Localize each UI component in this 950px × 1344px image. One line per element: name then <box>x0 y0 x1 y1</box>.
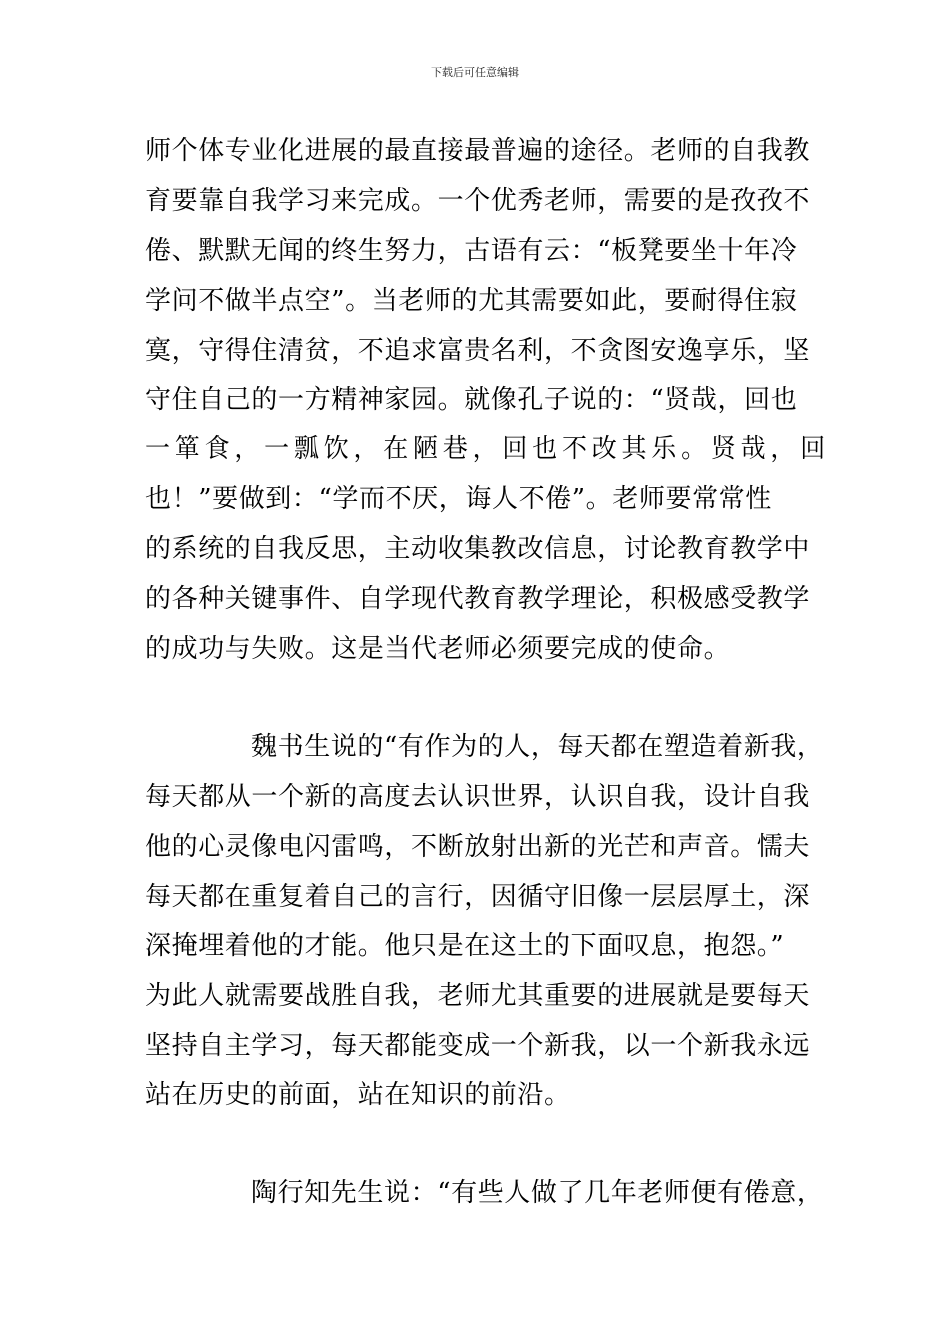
text-line: 每天都从一个新的高度去认识世界，认识自我，设计自我 <box>145 782 811 812</box>
text-line: 师个体专业化进展的最直接最普遍的途径。老师的自我教 <box>145 136 811 166</box>
text-line: 守住自己的一方精神家园。就像孔子说的：“贤哉，回也 <box>145 385 798 415</box>
text-line: 学问不做半点空”。当老师的尤其需要如此，要耐得住寂 <box>145 286 798 316</box>
text-line: 深掩埋着他的才能。他只是在这土的下面叹息，抱怨。” <box>145 931 785 961</box>
text-line: 陶行知先生说：“有些人做了几年老师便有倦意， <box>251 1178 824 1208</box>
text-line: 为此人就需要战胜自我，老师尤其重要的进展就是要每天 <box>145 981 811 1011</box>
text-line: 魏书生说的“有作为的人，每天都在塑造着新我， <box>251 732 824 762</box>
text-line: 倦、默默无闻的终生努力，古语有云：“板凳要坐十年冷 <box>145 236 798 266</box>
text-line: 育要靠自我学习来完成。一个优秀老师，需要的是孜孜不 <box>145 186 811 216</box>
text-line: 每天都在重复着自己的言行，因循守旧像一层层厚土，深 <box>145 882 811 912</box>
text-line: 站在历史的前面，站在知识的前沿。 <box>145 1080 571 1110</box>
text-line: 寞，守得住清贫，不追求富贵名利，不贪图安逸享乐，坚 <box>145 336 811 366</box>
text-line: 的各种关键事件、自学现代教育教学理论，积极感受教学 <box>145 584 811 614</box>
text-line: 也！”要做到：“学而不厌，诲人不倦”。老师要常常性 <box>145 484 772 514</box>
page-header: 下载后可任意编辑 <box>431 66 519 79</box>
text-line: 他的心灵像电闪雷鸣，不断放射出新的光芒和声音。懦夫 <box>145 832 811 862</box>
text-line: 的系统的自我反思，主动收集教改信息，讨论教育教学中 <box>145 534 811 564</box>
text-line: 的成功与失败。这是当代老师必须要完成的使命。 <box>145 634 731 664</box>
text-line: 坚持自主学习，每天都能变成一个新我，以一个新我永远 <box>145 1031 811 1061</box>
text-line: 一箪食，一瓢饮，在陋巷，回也不改其乐。贤哉，回 <box>145 434 830 464</box>
